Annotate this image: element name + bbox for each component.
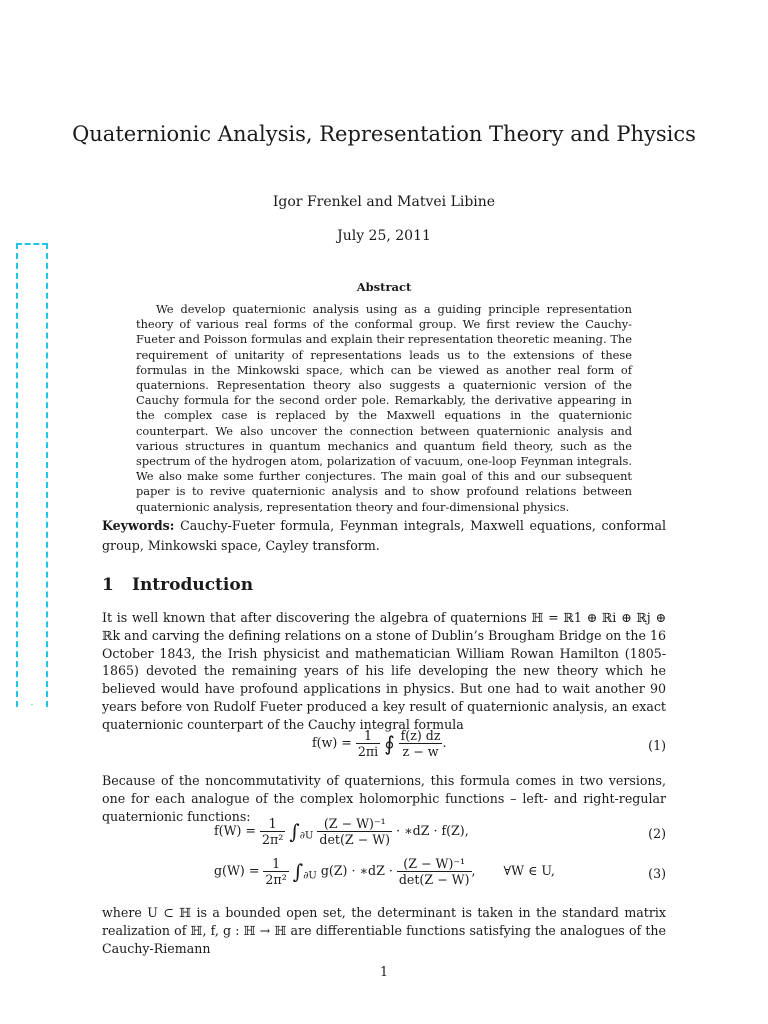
page-number: 1	[379, 964, 388, 979]
keywords	[102, 516, 666, 556]
eq1-frac1-num: 1	[356, 728, 380, 744]
eq3-lhs: g(W) =	[214, 863, 260, 878]
equation-1-number: (1)	[648, 738, 666, 753]
eq1-fraction-2	[399, 728, 443, 759]
intro-paragraph-2: Because of the noncommutativity of quaternions, this formula comes in two versions, one for each analogue of the complex holomorphic functions – left- and right-regular quaternionic functions:	[102, 773, 666, 824]
eq2-frac2-num: (Z − W)⁻¹	[317, 816, 392, 832]
eq2-lhs: f(W) =	[214, 823, 256, 838]
eq3-frac2-num: (Z − W)⁻¹	[397, 856, 472, 872]
paper-date: July 25, 2011	[337, 228, 431, 244]
eq3-condition: ∀W ∈ U,	[503, 863, 555, 878]
eq3-domain: ∂U	[303, 870, 317, 882]
eq3-tail: ,	[471, 863, 476, 878]
equation-2	[214, 816, 469, 847]
eq3-frac2-den: det(Z − W)	[398, 872, 470, 887]
eq1-frac2-num: f(z) dz	[400, 728, 441, 743]
eq2-fraction-2	[317, 816, 392, 847]
eq1-contour-integral: ∮	[384, 731, 395, 756]
margin-stamp-frame	[16, 243, 48, 707]
eq1-tail: .	[442, 735, 447, 750]
eq3-frac1-num: 1	[263, 856, 288, 872]
intro-paragraph-3: where U ⊂ ℍ is a bounded open set, the determinant is taken in the standard matrix realization of ℍ, f, g : ℍ → ℍ are differentiable functions satisfying the analogues of the Cauchy-Riemann	[102, 905, 666, 956]
equation-1	[312, 728, 446, 759]
eq2-frac1-den: 2π²	[262, 832, 284, 847]
section-number: 1	[102, 575, 114, 595]
eq2-fraction-1	[260, 816, 285, 847]
paper-authors: Igor Frenkel and Matvei Libine	[272, 194, 496, 210]
eq3-integral: ∫	[292, 859, 304, 884]
paper-title: Quaternionic Analysis, Representation Theory and Physics	[72, 122, 696, 146]
intro-paragraph-1: It is well known that after discovering the algebra of quaternions ℍ = ℝ1 ⊕ ℝi ⊕ ℝj ⊕ ℝk and carving the defining relations on a stone of Dublin’s Brougham Bridge on the 16 October 1843, the Irish physicist and mathematician William Rowan Hamilton (1805-1865) devoted the remaining years of his life developing the new theory which he believed would have profound applications in physics. But one had to wait another 90 years before von Rudolf Fueter produced a key result of quaternionic analysis, an exact quaternionic counterpart of the Cauchy integral formula	[102, 610, 666, 732]
abstract-heading: Abstract	[356, 280, 412, 294]
eq1-fraction-1	[356, 728, 380, 759]
eq3-fraction-2	[397, 856, 472, 887]
keywords-label: Keywords:	[102, 518, 175, 533]
eq1-lhs: f(w) =	[312, 735, 352, 750]
eq2-domain: ∂U	[299, 830, 314, 842]
section-title: Introduction	[132, 575, 254, 595]
eq2-frac2-den: det(Z − W)	[319, 832, 391, 847]
eq2-frac1-num: 1	[260, 816, 285, 832]
margin-stamp-dots: · · ·	[16, 700, 52, 711]
equation-3	[214, 856, 555, 887]
section-heading	[102, 575, 253, 595]
abstract-text: We develop quaternionic analysis using as a guiding principle representation theory of various real forms of the conformal group. We first review the Cauchy-Fueter and Poisson formulas and explain their representation theoretic meaning. The requirement of unitarity of representations leads us to the extensions of these formulas in the Minkowski space, which can be viewed as another real form of quaternions. Representation theory also suggests a quaternionic version of the Cauchy formula for the second order pole. Remarkably, the derivative appearing in the complex case is replaced by the Maxwell equations in the quaternionic counterpart. We also uncover the connection between quaternionic analysis and various structures in quantum mechanics and quantum field theory, such as the spectrum of the hydrogen atom, polarization of vacuum, one-loop Feynman integrals. We also make some further conjectures. The main goal of this and our subsequent paper is to revive quaternionic analysis and to show profound relations between quaternionic analysis, representation theory and four-dimensional physics.	[136, 302, 632, 514]
eq3-frac1-den: 2π²	[265, 872, 287, 887]
equation-3-number: (3)	[648, 866, 666, 881]
keywords-text: Cauchy-Fueter formula, Feynman integrals, Maxwell equations, conformal group, Minkowski space, Cayley transform.	[102, 518, 666, 553]
eq3-fraction-1	[263, 856, 288, 887]
eq3-mid: g(Z) · ∗dZ ·	[320, 863, 393, 878]
eq1-frac2-den: z − w	[402, 744, 439, 759]
eq2-tail: · ∗dZ · f(Z),	[396, 823, 469, 838]
eq2-integral: ∫	[289, 819, 300, 844]
eq1-frac1-den: 2πi	[357, 744, 379, 759]
equation-2-number: (2)	[648, 826, 666, 841]
